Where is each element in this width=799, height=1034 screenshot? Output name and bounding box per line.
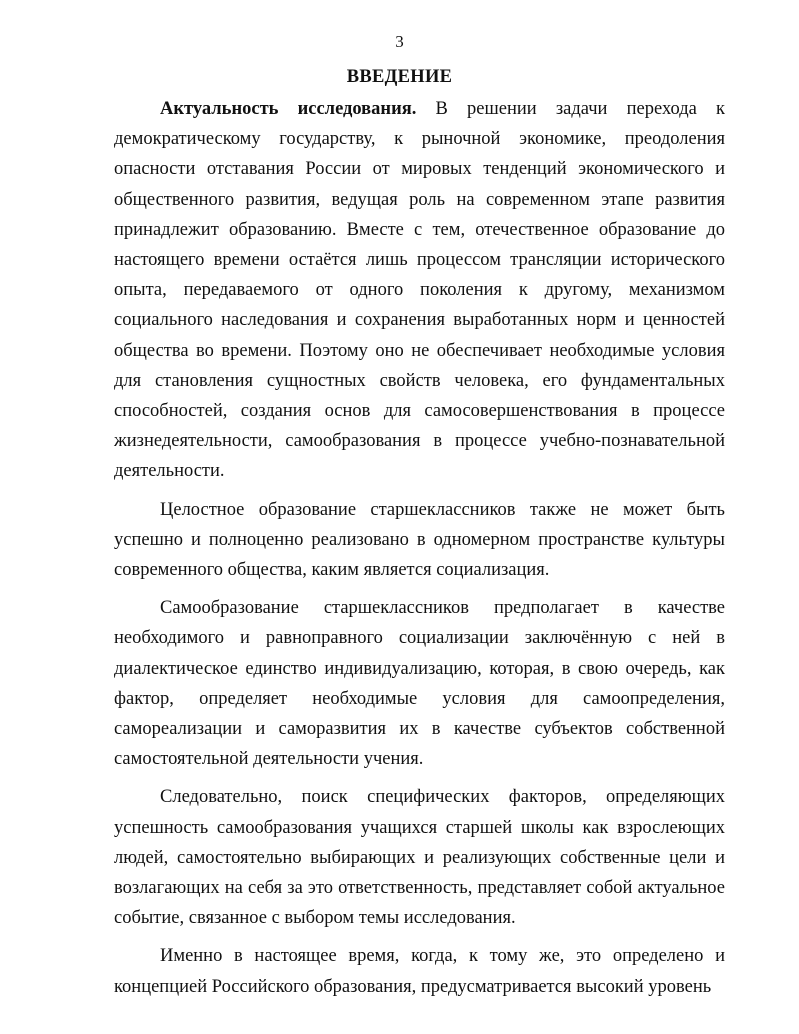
paragraph-lead: Актуальность исследования.	[160, 99, 417, 119]
section-heading: ВВЕДЕНИЕ	[346, 67, 453, 87]
paragraph: Следовательно, поиск специфических факторов, определяющих успешность самообразования учащихся старшей школы как взрослеющих людей, самостоятельно выбирающих и реализующих собственные цели и возлагающих на себя за это ответственность, представляет собой актуальное событие, связанное с выбором темы исследования.	[114, 787, 725, 929]
paragraph: Самообразование старшеклассников предполагает в качестве необходимого и равноправного социализации заключённую с ней в диалектическое единство индивидуализацию, которая, в свою очередь, как фактор, определяет необходимые условия для самоопределения, самореализации и саморазвития их в качестве субъектов собственной самостоятельной деятельности учения.	[114, 598, 725, 770]
paragraph: Именно в настоящее время, когда, к тому же, это определено и концепцией Российского образования, предусматривается высокий уровень	[114, 946, 725, 997]
paragraph: Целостное образование старшеклассников также не может быть успешно и полноценно реализовано в одномерном пространстве культуры современного общества, каким является социализация.	[114, 499, 725, 581]
paragraph-relevance	[114, 94, 725, 487]
page-number: 3	[395, 32, 404, 51]
body-text	[114, 94, 725, 1002]
paragraph-text: В решении задачи перехода к демократическому государству, к рыночной экономике, преодоления опасности отставания России от мировых тенденций экономического и общественного развития, ведущая роль на современном этапе развития принадлежит образованию. Вместе с тем, отечественное образование до настоящего времени остаётся лишь процессом трансляции исторического опыта, передаваемого от одного поколения к другому, механизмом социального наследования и сохранения выработанных норм и ценностей общества во времени. Поэтому оно не обеспечивает необходимые условия для становления сущностных свойств человека, его фундаментальных способностей, создания основ для самосовершенствования в процессе жизнедеятельности, самообразования в процессе учебно-познавательной деятельности.	[114, 99, 725, 482]
